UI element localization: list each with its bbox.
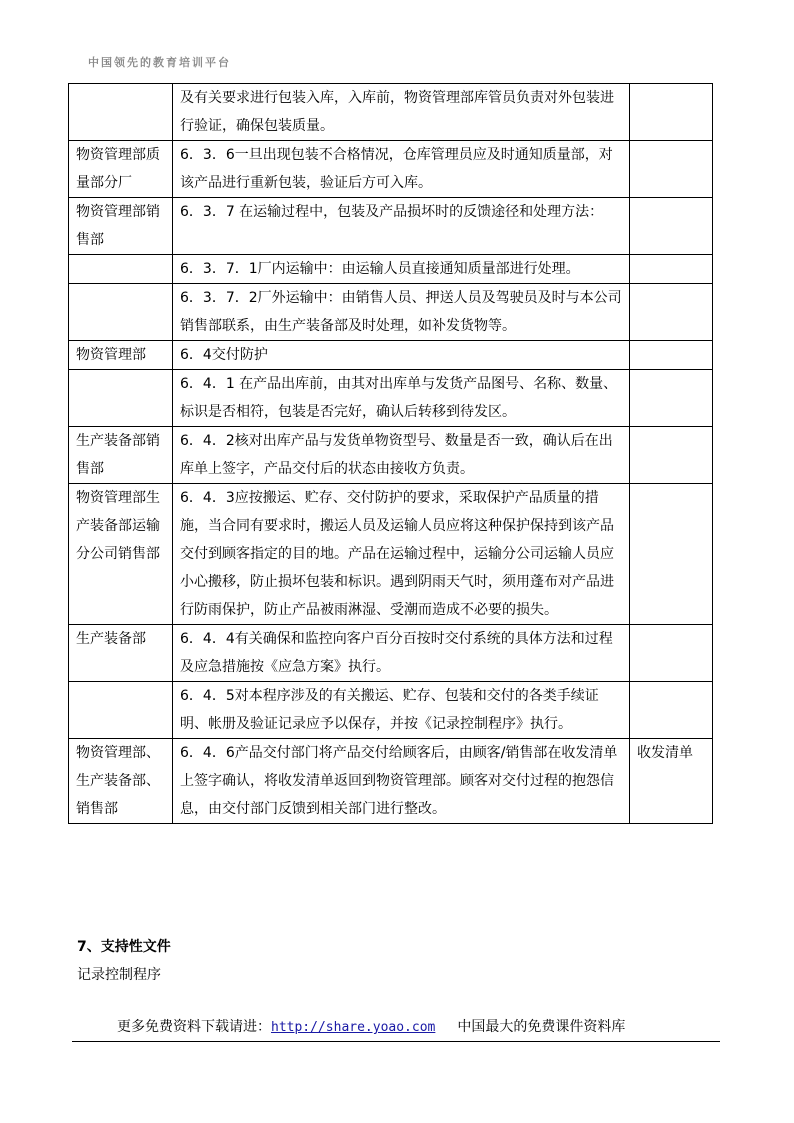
- table-row: [69, 739, 713, 824]
- table-row: [69, 84, 713, 141]
- procedure-content-cell: 6．4交付防护: [173, 341, 630, 370]
- record-cell: [630, 198, 713, 255]
- responsible-dept-cell: [69, 682, 173, 739]
- record-cell: [630, 682, 713, 739]
- record-cell: [630, 84, 713, 141]
- table-row: [69, 141, 713, 198]
- record-cell: [630, 484, 713, 625]
- responsible-dept-cell: 物资管理部质量部分厂: [69, 141, 173, 198]
- procedure-content-cell: 6．3．7 在运输过程中，包装及产品损坏时的反馈途径和处理方法：: [173, 198, 630, 255]
- responsible-dept-cell: [69, 255, 173, 284]
- responsible-dept-cell: 生产装备部: [69, 625, 173, 682]
- table-row: [69, 484, 713, 625]
- procedure-content-cell: 6．3．7．2厂外运输中：由销售人员、押送人员及驾驶员及时与本公司销售部联系，由生产装备部及时处理，如补发货物等。: [173, 284, 630, 341]
- responsible-dept-cell: [69, 84, 173, 141]
- responsible-dept-cell: [69, 370, 173, 427]
- responsible-dept-cell: 物资管理部生产装备部运输分公司销售部: [69, 484, 173, 625]
- table-row: [69, 427, 713, 484]
- record-cell: [630, 370, 713, 427]
- responsible-dept-cell: 生产装备部销售部: [69, 427, 173, 484]
- table-row: [69, 370, 713, 427]
- table-row: [69, 625, 713, 682]
- responsible-dept-cell: [69, 284, 173, 341]
- procedure-content-cell: 6．4．6产品交付部门将产品交付给顾客后，由顾客/销售部在收发清单上签字确认，将收发清单返回到物资管理部。顾客对交付过程的抱怨信息，由交付部门反馈到相关部门进行整改。: [173, 739, 630, 824]
- header-banner-text: 中国领先的教育培训平台: [88, 56, 231, 69]
- procedure-content-cell: 6．4．5对本程序涉及的有关搬运、贮存、包装和交付的各类手续证明、帐册及验证记录应予以保存，并按《记录控制程序》执行。: [173, 682, 630, 739]
- record-cell: [630, 141, 713, 198]
- responsible-dept-cell: 物资管理部: [69, 341, 173, 370]
- record-cell: [630, 284, 713, 341]
- record-cell: [630, 341, 713, 370]
- footer-suffix: 中国最大的免费课件资料库: [457, 1019, 626, 1035]
- table-row: [69, 255, 713, 284]
- responsible-dept-cell: 物资管理部、生产装备部、销售部: [69, 739, 173, 824]
- procedure-content-cell: 6．3．6一旦出现包装不合格情况，仓库管理员应及时通知质量部，对该产品进行重新包装，验证后方可入库。: [173, 141, 630, 198]
- footer: [117, 1016, 625, 1036]
- procedure-content-cell: 6．4．3应按搬运、贮存、交付防护的要求，采取保护产品质量的措施，当合同有要求时，搬运人员及运输人员应将这种保护保持到该产品交付到顾客指定的目的地。产品在运输过程中，运输分公司运输人员应小心搬移，防止损坏包装和标识。遇到阴雨天气时，须用蓬布对产品进行防雨保护，防止产品被雨淋湿、受潮而造成不必要的损失。: [173, 484, 630, 625]
- procedure-content-cell: 6．3．7．1厂内运输中：由运输人员直接通知质量部进行处理。: [173, 255, 630, 284]
- footer-divider: [72, 1041, 720, 1042]
- procedure-table: [68, 83, 713, 824]
- procedure-content-cell: 及有关要求进行包装入库，入库前，物资管理部库管员负责对外包装进行验证，确保包装质量。: [173, 84, 630, 141]
- table-row: [69, 682, 713, 739]
- table-row: [69, 198, 713, 255]
- responsible-dept-cell: 物资管理部销售部: [69, 198, 173, 255]
- footer-link[interactable]: http://share.yoao.com: [271, 1020, 436, 1035]
- table-row: [69, 341, 713, 370]
- procedure-content-cell: 6．4．4有关确保和监控向客户百分百按时交付系统的具体方法和过程及应急措施按《应急方案》执行。: [173, 625, 630, 682]
- support-document-item: 记录控制程序: [77, 967, 161, 983]
- section-title: 7、支持性文件: [77, 939, 171, 955]
- procedure-content-cell: 6．4．2核对出库产品与发货单物资型号、数量是否一致，确认后在出库单上签字，产品交付后的状态由接收方负责。: [173, 427, 630, 484]
- record-cell: [630, 255, 713, 284]
- table-row: [69, 284, 713, 341]
- record-cell: 收发清单: [630, 739, 713, 824]
- footer-prefix: 更多免费资料下载请进：: [117, 1019, 271, 1035]
- record-cell: [630, 427, 713, 484]
- procedure-content-cell: 6．4．1 在产品出库前，由其对出库单与发货产品图号、名称、数量、标识是否相符，包装是否完好，确认后转移到待发区。: [173, 370, 630, 427]
- record-cell: [630, 625, 713, 682]
